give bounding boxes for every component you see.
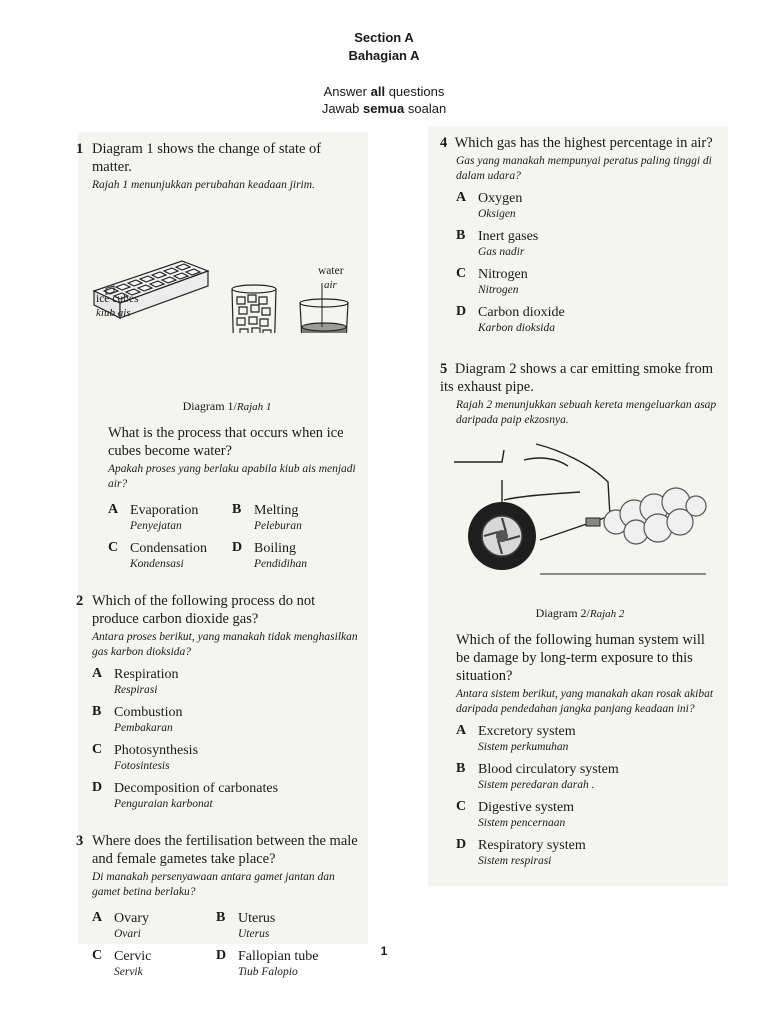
option-text-ms: Oksigen bbox=[478, 208, 516, 220]
q4-options bbox=[440, 190, 720, 336]
option-letter: A bbox=[92, 910, 103, 925]
q5-options bbox=[456, 723, 720, 869]
option-text-en: Respiratory system bbox=[478, 838, 586, 853]
option-letter: A bbox=[108, 502, 119, 517]
wheel-icon bbox=[468, 502, 536, 570]
q1-number: 1 bbox=[76, 141, 84, 157]
label-water-ms bbox=[324, 279, 337, 292]
q1-option-a[interactable] bbox=[108, 502, 232, 534]
q2-options bbox=[92, 666, 362, 812]
diagram-2-caption-ms: Rajah 2 bbox=[589, 608, 625, 620]
option-letter: C bbox=[92, 948, 103, 963]
option-letter: D bbox=[232, 540, 243, 555]
q4-option-b[interactable] bbox=[456, 228, 720, 260]
instruction-ms-bold: semua bbox=[363, 101, 405, 116]
q2-option-d[interactable] bbox=[92, 780, 362, 812]
option-text-ms: Penguraian karbonat bbox=[114, 798, 213, 810]
option-text-en: Decomposition of carbonates bbox=[114, 781, 279, 796]
option-letter: D bbox=[92, 780, 103, 795]
option-text-ms: Karbon dioksida bbox=[478, 322, 555, 334]
option-letter: C bbox=[92, 742, 103, 757]
option-text-en: Cervic bbox=[114, 949, 152, 964]
option-text-en: Boiling bbox=[254, 541, 297, 556]
q3-number: 3 bbox=[76, 833, 84, 849]
q5-text-ms: Rajah 2 menunjukkan sebuah kereta mengeluarkan asap daripada paip ekzosnya. bbox=[456, 399, 717, 426]
option-text-ms: Sistem pencernaan bbox=[478, 817, 566, 829]
q5-option-d[interactable] bbox=[456, 837, 720, 869]
diagram-1-caption-en: Diagram 1/ bbox=[182, 399, 237, 413]
q1-question-ms: Apakah proses yang berlaku apabila kiub ais menjadi air? bbox=[108, 463, 356, 490]
q5-question-ms: Antara sistem berikut, yang manakah akan rosak akibat daripada pendedahan jangka panjang keadaan ini? bbox=[456, 688, 714, 715]
q1-text-en bbox=[76, 140, 362, 176]
question-1 bbox=[76, 140, 362, 572]
car-exhaust-icon bbox=[440, 436, 710, 586]
q3-text-en bbox=[76, 832, 362, 868]
option-text-ms: Sistem respirasi bbox=[478, 855, 552, 867]
label-ice-en: ice cubes bbox=[96, 293, 139, 305]
option-text-ms: Sistem perkumuhan bbox=[478, 741, 569, 753]
q5-option-c[interactable] bbox=[456, 799, 720, 831]
q3-options bbox=[92, 904, 362, 980]
question-2 bbox=[76, 592, 362, 812]
q4-option-d[interactable] bbox=[456, 304, 720, 336]
option-text-en: Photosynthesis bbox=[114, 743, 199, 758]
q5-number: 5 bbox=[440, 361, 448, 377]
option-letter: A bbox=[456, 190, 467, 205]
option-text-en: Ovary bbox=[114, 911, 149, 926]
option-text-ms: Peleburan bbox=[254, 520, 302, 532]
option-letter: A bbox=[456, 723, 467, 738]
instruction-ms bbox=[0, 101, 768, 116]
q4-text-ms: Gas yang manakah mempunyai peratus paling tinggi di dalam udara? bbox=[456, 155, 712, 182]
option-letter: D bbox=[456, 304, 467, 319]
option-text-en: Carbon dioxide bbox=[478, 305, 565, 320]
option-text-en: Fallopian tube bbox=[238, 949, 319, 964]
option-text-en: Excretory system bbox=[478, 724, 576, 739]
q4-text-en bbox=[440, 134, 720, 152]
q2-text-ms: Antara proses berikut, yang manakah tidak menghasilkan gas karbon dioksida? bbox=[92, 631, 358, 658]
option-text-ms: Nitrogen bbox=[478, 284, 519, 296]
q2-text-en bbox=[76, 592, 362, 628]
option-text-ms: Penyejatan bbox=[130, 520, 182, 532]
section-title-en: Section A bbox=[354, 30, 414, 45]
q2-number: 2 bbox=[76, 593, 84, 609]
label-ice-ms bbox=[96, 307, 131, 320]
option-letter: B bbox=[456, 761, 466, 776]
diagram-1 bbox=[92, 193, 362, 333]
label-water-en: water bbox=[318, 265, 344, 277]
option-letter: B bbox=[216, 910, 226, 925]
option-text-ms: Gas nadir bbox=[478, 246, 525, 258]
option-text-en: Blood circulatory system bbox=[478, 762, 619, 777]
q2-stem-en: Which of the following process do not produce carbon dioxide gas? bbox=[92, 593, 316, 627]
diagram-1-caption-ms: Rajah 1 bbox=[236, 401, 272, 413]
section-title-ms: Bahagian A bbox=[348, 48, 420, 63]
option-letter: C bbox=[456, 799, 467, 814]
q1-option-c[interactable] bbox=[108, 540, 232, 572]
q1-options bbox=[108, 496, 362, 572]
q5-text-en bbox=[440, 360, 720, 396]
instruction-ms-pre: Jawab bbox=[321, 101, 360, 116]
option-letter: D bbox=[456, 837, 467, 852]
option-text-en: Digestive system bbox=[478, 800, 575, 815]
option-letter: C bbox=[108, 540, 119, 555]
option-letter: B bbox=[456, 228, 466, 243]
q3-option-a[interactable] bbox=[92, 910, 216, 942]
q4-option-a[interactable] bbox=[456, 190, 720, 222]
q1-stem-en: Diagram 1 shows the change of state of matter. bbox=[92, 141, 322, 175]
page-number: 1 bbox=[380, 944, 388, 958]
q5-option-b[interactable] bbox=[456, 761, 720, 793]
instruction-ms-post: soalan bbox=[407, 101, 447, 116]
right-column bbox=[440, 134, 720, 869]
option-text-en: Melting bbox=[254, 503, 299, 518]
option-text-en: Combustion bbox=[114, 705, 183, 720]
option-text-en: Uterus bbox=[238, 911, 276, 926]
q5-stem-en: Diagram 2 shows a car emitting smoke from its exhaust pipe. bbox=[440, 361, 713, 395]
question-5 bbox=[440, 360, 720, 869]
option-text-ms: Tiub Falopio bbox=[238, 966, 298, 978]
option-text-ms: Uterus bbox=[238, 928, 270, 940]
option-text-en: Condensation bbox=[130, 541, 207, 556]
option-text-en: Inert gases bbox=[478, 229, 539, 244]
q4-stem-en: Which gas has the highest percentage in air? bbox=[454, 135, 713, 151]
diagram-2-caption bbox=[440, 606, 720, 621]
diagram-1-drawing bbox=[92, 193, 362, 333]
option-text-ms: Fotosintesis bbox=[114, 760, 170, 772]
q1-question-en: What is the process that occurs when ice cubes become water? bbox=[108, 425, 344, 459]
option-text-ms: Pendidihan bbox=[254, 558, 308, 570]
option-text-en: Respiration bbox=[114, 667, 179, 682]
q1-option-d[interactable] bbox=[232, 540, 372, 572]
option-letter: B bbox=[92, 704, 102, 719]
smoke-icon bbox=[604, 488, 706, 544]
q1-option-b[interactable] bbox=[232, 502, 372, 534]
q4-number: 4 bbox=[440, 135, 448, 151]
label-ice-ms-text: kiub ais bbox=[96, 307, 131, 319]
option-letter: A bbox=[92, 666, 103, 681]
option-text-en: Oxygen bbox=[478, 191, 523, 206]
option-text-ms: Ovari bbox=[114, 928, 141, 940]
q5-option-a[interactable] bbox=[456, 723, 720, 755]
question-4 bbox=[440, 134, 720, 336]
option-letter: B bbox=[232, 502, 242, 517]
option-text-ms: Pembakaran bbox=[114, 722, 173, 734]
label-water-ms-text: air bbox=[324, 279, 337, 291]
diagram-1-caption bbox=[92, 399, 362, 414]
option-text-ms: Servik bbox=[114, 966, 143, 978]
q3-option-b[interactable] bbox=[216, 910, 356, 942]
instruction-en bbox=[0, 84, 768, 99]
exhaust-pipe bbox=[586, 518, 600, 526]
q1-text-ms: Rajah 1 menunjukkan perubahan keadaan jirim. bbox=[92, 179, 315, 191]
glass-of-ice-icon bbox=[224, 285, 282, 333]
option-text-ms: Sistem peredaran darah . bbox=[478, 779, 595, 791]
q2-option-c[interactable] bbox=[92, 742, 362, 774]
instruction-en-pre: Answer bbox=[323, 84, 367, 99]
option-text-en: Evaporation bbox=[130, 503, 199, 518]
option-text-ms: Kondensasi bbox=[130, 558, 184, 570]
q4-option-c[interactable] bbox=[456, 266, 720, 298]
instruction-en-bold: all bbox=[370, 84, 386, 99]
left-column bbox=[76, 140, 362, 980]
option-text-ms: Respirasi bbox=[114, 684, 158, 696]
diagram-2-caption-en: Diagram 2/ bbox=[535, 606, 590, 620]
q5-question-en: Which of the following human system will be damage by long-term exposure to this situation? bbox=[456, 632, 705, 684]
instruction-en-post: questions bbox=[388, 84, 445, 99]
q3-text-ms: Di manakah persenyawaan antara gamet jantan dan gamet betina berlaku? bbox=[92, 871, 335, 898]
diagram-2 bbox=[440, 436, 720, 586]
option-letter: C bbox=[456, 266, 467, 281]
q3-stem-en: Where does the fertilisation between the male and female gametes take place? bbox=[92, 833, 358, 867]
option-letter: D bbox=[216, 948, 227, 963]
q2-option-b[interactable] bbox=[92, 704, 362, 736]
option-text-en: Nitrogen bbox=[478, 267, 528, 282]
q2-option-a[interactable] bbox=[92, 666, 362, 698]
